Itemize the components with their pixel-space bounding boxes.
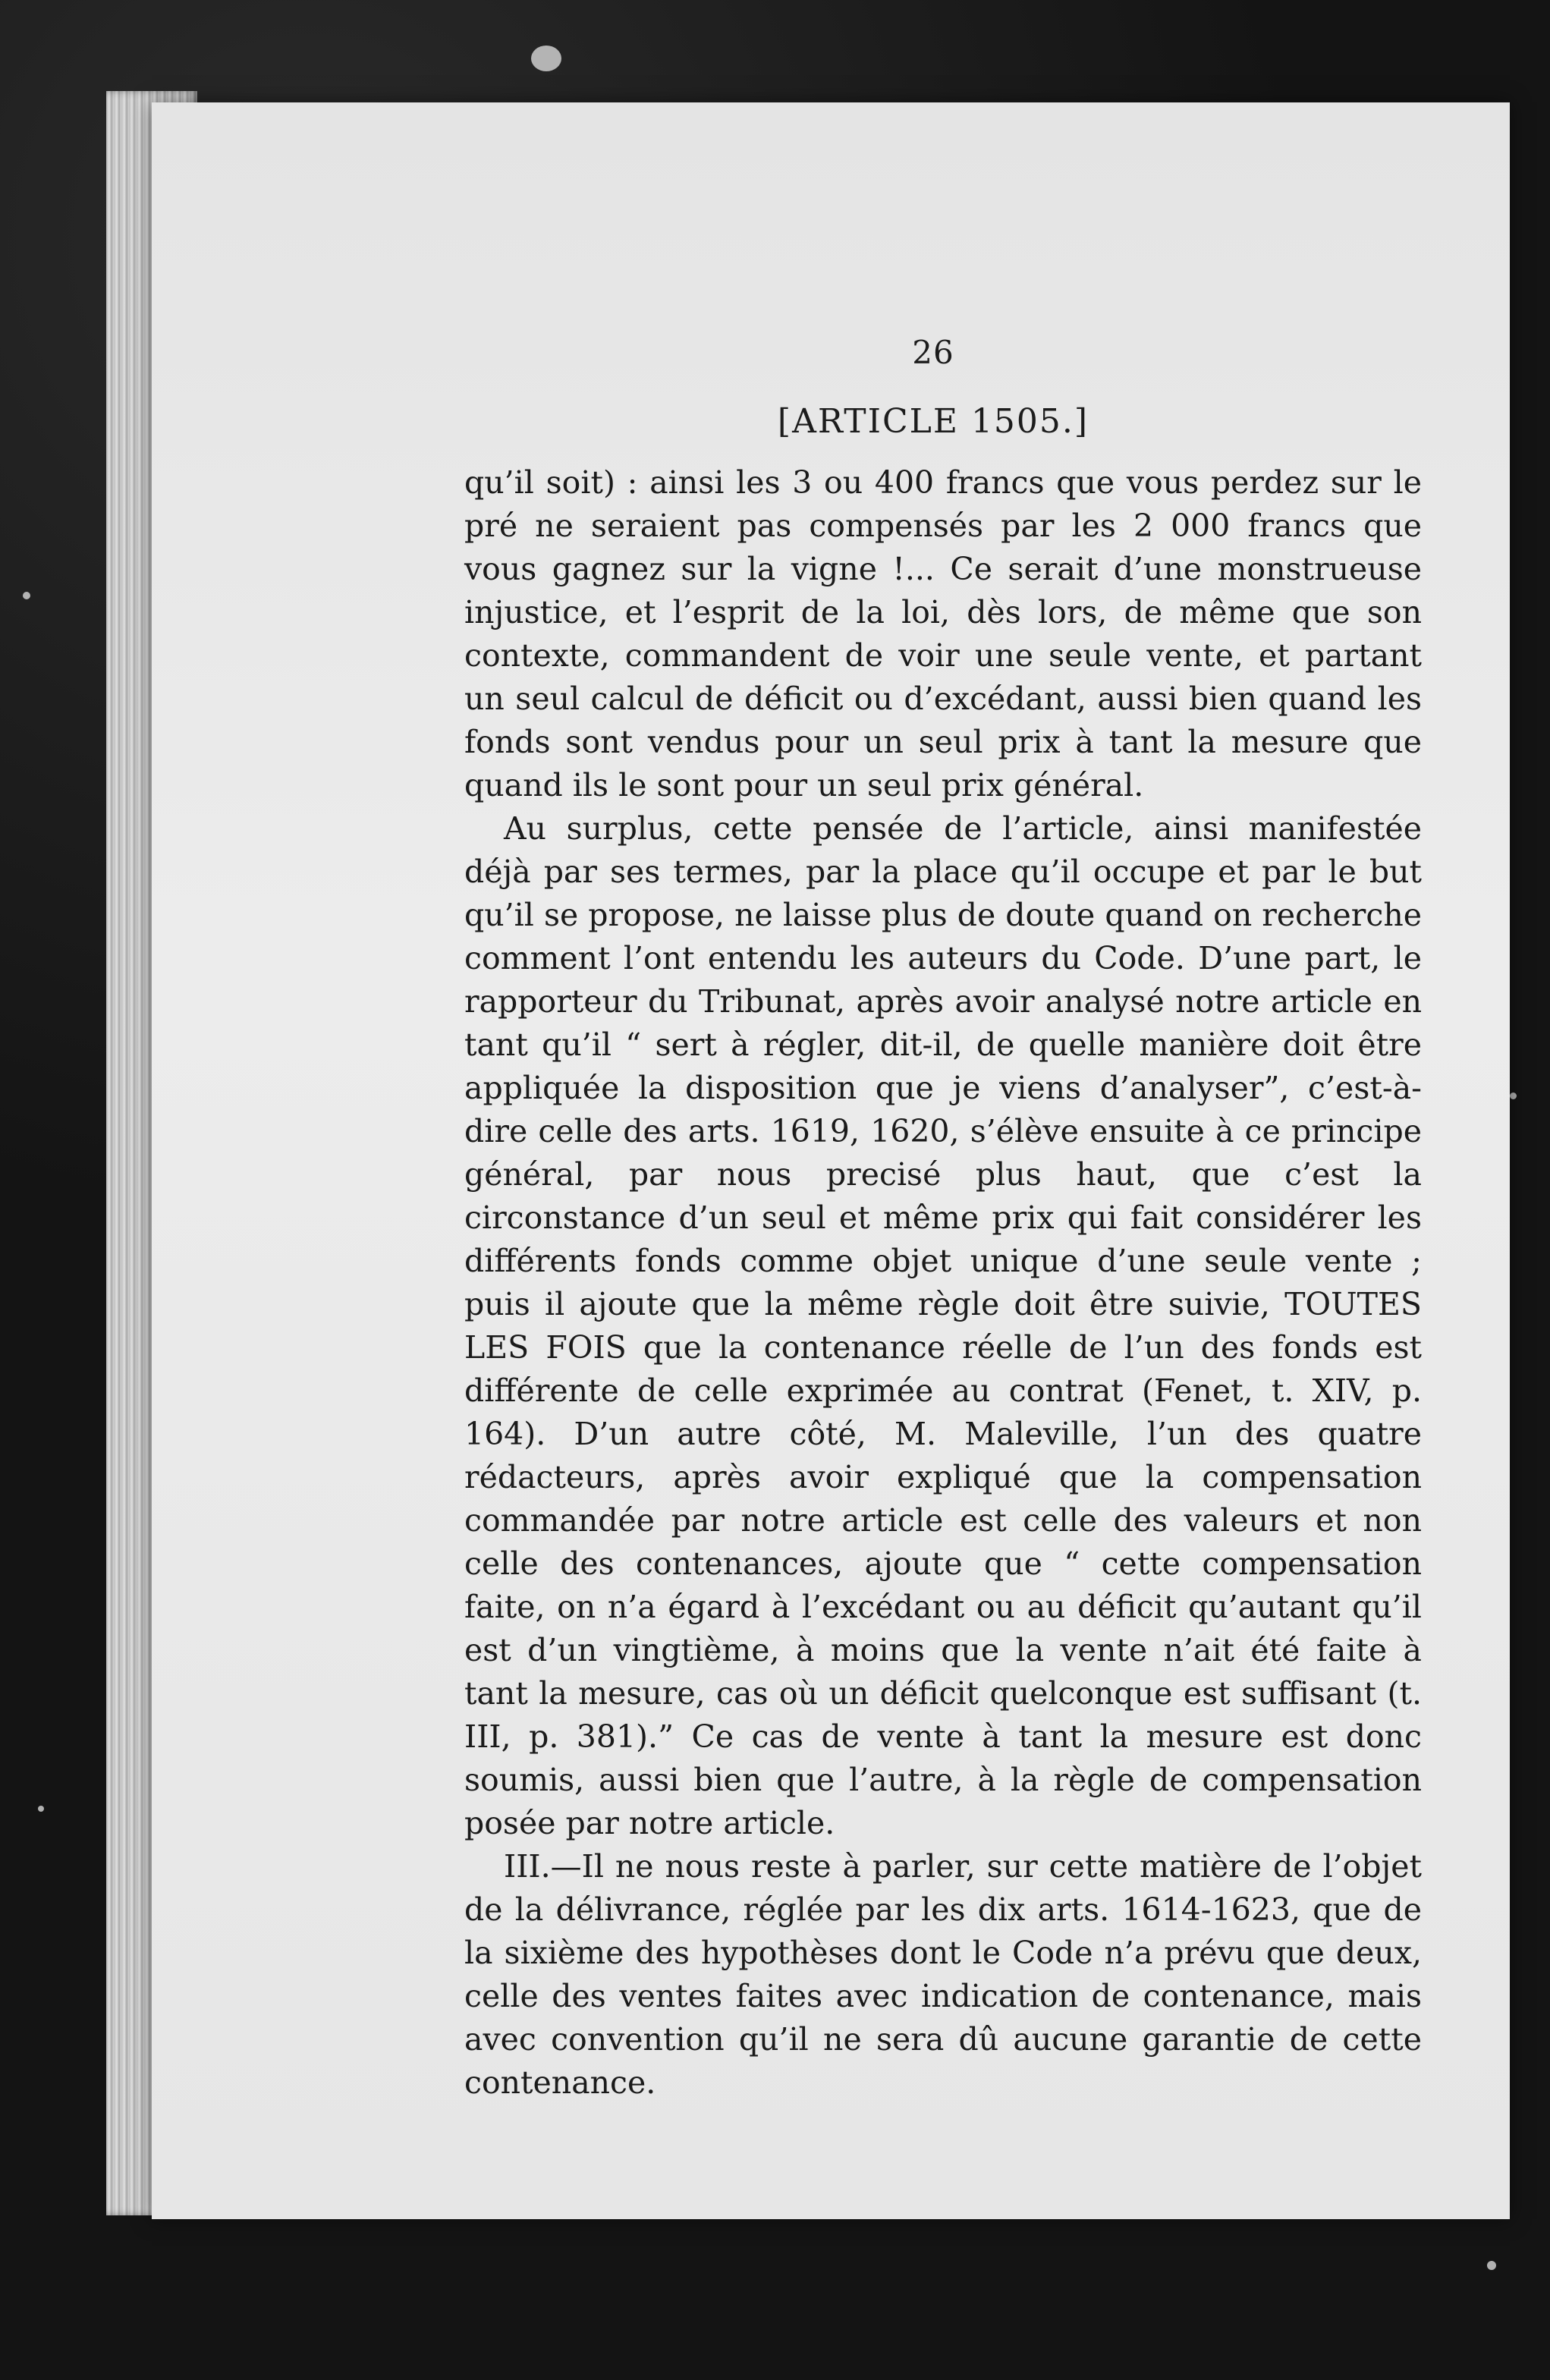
body-text xyxy=(464,461,1422,2105)
paragraph: qu’il soit) : ainsi les 3 ou 400 francs que vous perdez sur le pré ne seraient pas compensés par les 2 000 francs que vous gagnez sur la vigne !... Ce serait d’une monstrueuse injustice, et l’esprit de la loi, dès lors, de même que son contexte, commandent de voir une seule vente, et partant un seul calcul de déficit ou d’excédant, aussi bien quand les fonds sont vendus pour un seul prix à tant la mesure que quand ils le sont pour un seul prix général. xyxy=(464,464,1422,803)
dust-speck xyxy=(1487,2261,1496,2270)
dust-speck xyxy=(1510,1093,1517,1099)
dust-speck xyxy=(23,592,30,599)
running-head: [ARTICLE 1505.] xyxy=(777,402,1089,441)
dust-speck xyxy=(531,46,561,71)
dust-speck xyxy=(38,1806,44,1812)
paragraph: Au surplus, cette pensée de l’article, ainsi manifestée déjà par ses termes, par la place qu’il occupe et par le but qu’il se propose, ne laisse plus de doute quand on recherche comment l’ont entendu les auteurs du Code. D’une part, le rapporteur du Tribunat, après avoir analysé notre article en tant qu’il “ sert à régler, dit-il, de quelle manière doit être appliquée la disposition que je viens d’analyser”, c’est-à-dire celle des arts. 1619, 1620, s’élève ensuite à ce principe général, par nous precisé plus haut, que c’est la circonstance d’un seul et même prix qui fait considérer les différents fonds comme objet unique d’une seule vente ; puis il ajoute que la même règle doit être suivie, TOUTES LES FOIS que la contenance réelle de l’un des fonds est différente de celle exprimée au contrat (Fenet, t. XIV, p. 164). D’un autre côté, M. Maleville, l’un des quatre rédacteurs, après avoir expliqué que la compensation commandée par notre article est celle des valeurs et non celle des contenances, ajoute que “ cette compensation faite, on n’a égard à l’excédant ou au déficit qu’autant qu’il est d’un vingtième, à moins que la vente n’ait été faite à tant la mesure, cas où un déficit quelconque est suffisant (t. III, p. 381).” Ce cas de vente à tant la mesure est donc soumis, aussi bien que l’autre, à la règle de compensation posée par notre article. xyxy=(464,810,1422,1841)
page-number: 26 xyxy=(912,334,954,371)
paragraph: III.—Il ne nous reste à parler, sur cette matière de l’objet de la délivrance, réglée par les dix arts. 1614-1623, que de la sixième des hypothèses dont le Code n’a prévu que deux, celle des ventes faites avec indication de contenance, mais avec convention qu’il ne sera dû aucune garantie de cette contenance. xyxy=(464,1848,1422,2101)
